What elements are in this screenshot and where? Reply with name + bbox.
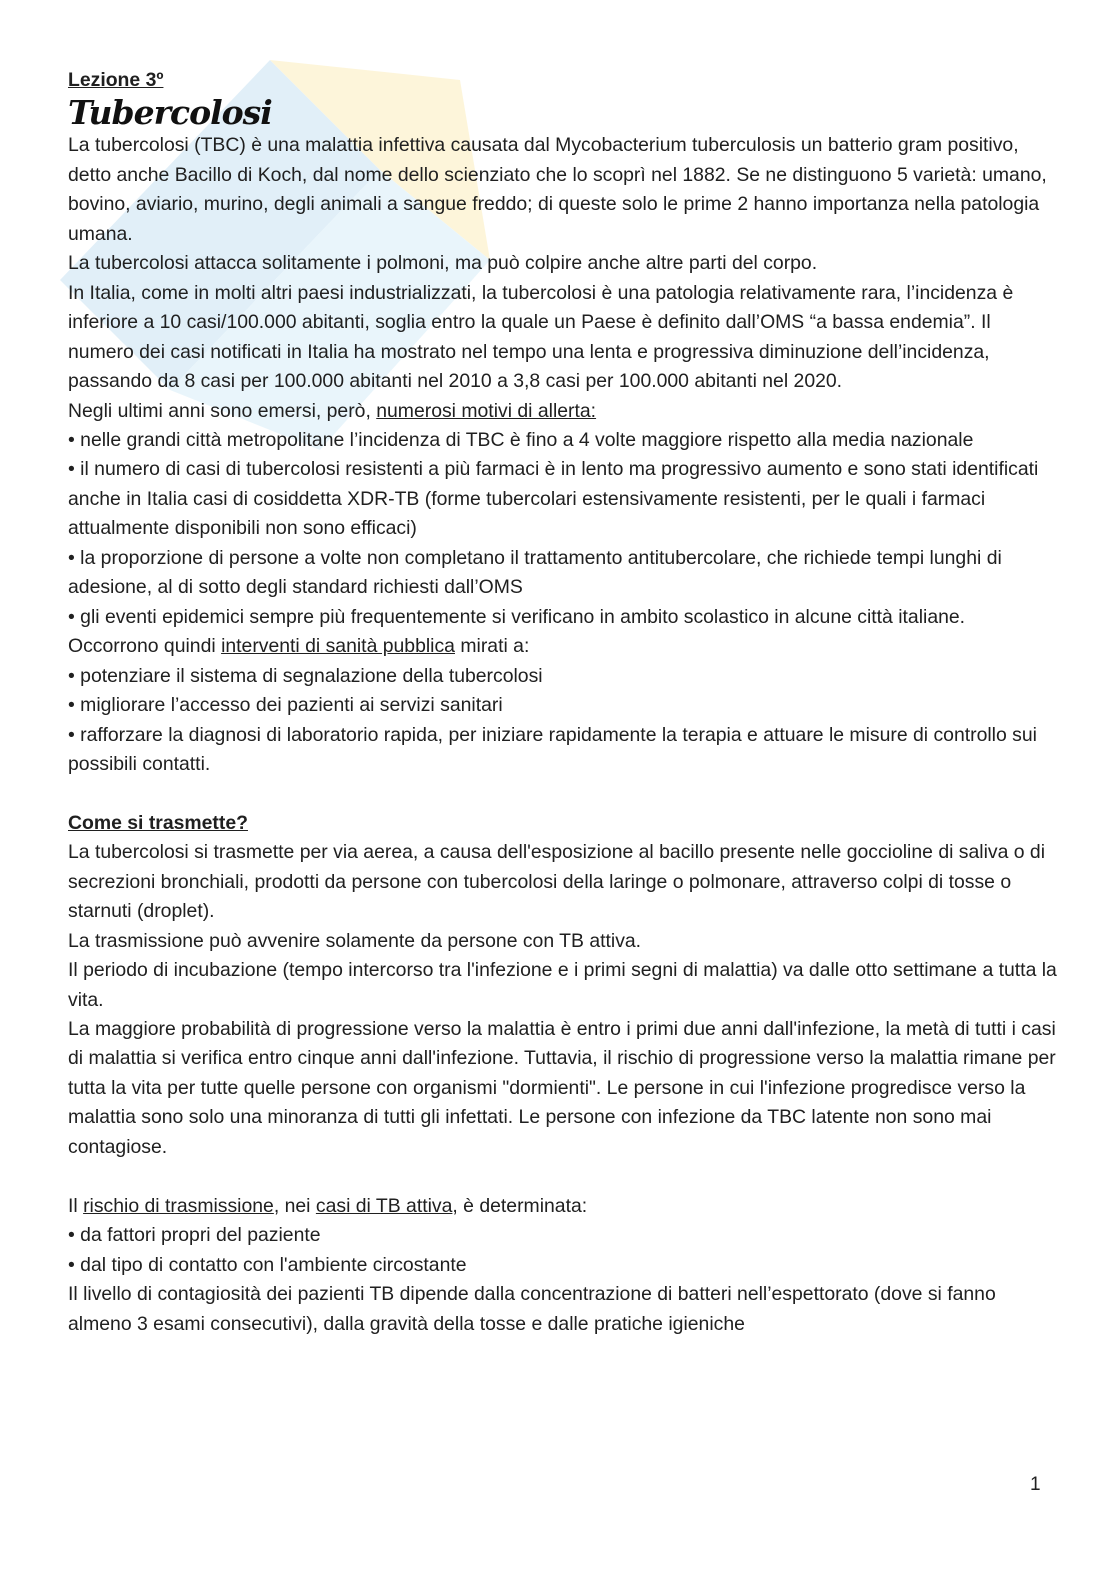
intervention-item-2: • migliorare l’accesso dei pazienti ai servizi sanitari [68, 694, 503, 717]
document-body [68, 66, 1058, 1339]
alert-item-4: • gli eventi epidemici sempre più frequentemente si verificano in ambito scolastico in alcune città italiane. [68, 605, 966, 628]
risk-intro [68, 1192, 1058, 1221]
alert-prefix: Negli ultimi anni sono emersi, però, [68, 399, 377, 422]
interventions-underlined: interventi di sanità pubblica [221, 635, 455, 658]
alert-intro [68, 397, 1058, 426]
intro-paragraph-1: La tubercolosi (TBC) è una malattia infettiva causata dal Mycobacterium tuberculosis un batterio gram positivo, detto anche Bacillo di Koch, dal nome dello scienziato che lo scoprì nel 1882. Se ne distinguono 5 varietà: umano, bovino, aviario, murino, degli animali a sangue freddo; di queste solo le prime 2 hanno importanza nella patologia umana. [68, 134, 1047, 245]
alert-item-2: • il numero di casi di tubercolosi resistenti a più farmaci è in lento ma progressivo aumento e sono stati identificati anche in Italia casi di cosiddetta XDR-TB (forme tubercolari estensivamente resistenti, per le quali i farmaci attualmente disponibili non sono efficaci) [68, 458, 1039, 540]
risk-underlined-2: casi di TB attiva [315, 1194, 453, 1217]
alert-item-1: • nelle grandi città metropolitane l’incidenza di TBC è fino a 4 volte maggiore rispetto alla media nazionale [68, 428, 974, 451]
risk-underlined-1: rischio di trasmissione [83, 1194, 274, 1217]
spacer [68, 1162, 1058, 1191]
transmission-paragraph-4: La maggiore probabilità di progressione verso la malattia è entro i primi due anni dall'infezione, la metà di tutti i casi di malattia si verifica entro cinque anni dall'infezione. Tuttavia, il rischio di progressione verso la malattia rimane per tutta la vita per tutte quelle persone con organismi "dormienti". Le persone in cui l'infezione progredisce verso la malattia sono solo una minoranza di tutti gli infettati. Le persone con infezione da TBC latente non sono mai contagiose. [68, 1018, 1056, 1158]
page-title: Tubercolosi [68, 93, 272, 133]
risk-item-1: • da fattori propri del paziente [68, 1224, 321, 1247]
intervention-item-1: • potenziare il sistema di segnalazione della tubercolosi [68, 664, 543, 687]
interventions-prefix: Occorrono quindi [68, 635, 222, 658]
intro-paragraph-3: In Italia, come in molti altri paesi industrializzati, la tubercolosi è una patologia relativamente rara, l’incidenza è inferiore a 10 casi/100.000 abitanti, soglia entro la quale un Paese è definito dall’OMS “a bassa endemia”. Il numero dei casi notificati in Italia ha mostrato nel tempo una lenta e progressiva diminuzione dell’incidenza, passando da 8 casi per 100.000 abitanti nel 2010 a 3,8 casi per 100.000 abitanti nel 2020. [68, 281, 1014, 393]
interventions-intro [68, 632, 1058, 661]
risk-suffix: , è determinata: [452, 1194, 588, 1217]
transmission-paragraph-2: La trasmissione può avvenire solamente da persone con TB attiva. [68, 929, 642, 952]
page-number: 1 [1030, 1474, 1041, 1495]
section-heading-transmission: Come si trasmette? [68, 811, 248, 834]
interventions-suffix: mirati a: [454, 635, 530, 658]
intervention-item-3: • rafforzare la diagnosi di laboratorio rapida, per iniziare rapidamente la terapia e attuare le misure di controllo sui possibili contatti. [68, 723, 1037, 775]
risk-prefix: Il [68, 1194, 84, 1217]
transmission-paragraph-1: La tubercolosi si trasmette per via aerea, a causa dell'esposizione al bacillo presente nelle goccioline di saliva o di secrezioni bronchiali, prodotti da persone con tubercolosi della laringe o polmonare, attraverso colpi di tosse o starnuti (droplet). [68, 841, 1046, 923]
alert-item-3: • la proporzione di persone a volte non completano il trattamento antitubercolare, che richiede tempi lunghi di adesione, al di sotto degli standard richiesti dall’OMS [68, 546, 1002, 599]
risk-item-2: • dal tipo di contatto con l'ambiente circostante [68, 1253, 467, 1276]
alert-underlined: numerosi motivi di allerta: [376, 399, 597, 422]
risk-mid: , nei [273, 1194, 316, 1217]
transmission-paragraph-3: Il periodo di incubazione (tempo intercorso tra l'infezione e i primi segni di malattia) va dalle otto settimane a tutta la vita. [68, 959, 1057, 1011]
lesson-label: Lezione 3º [68, 69, 164, 91]
spacer [68, 779, 1058, 808]
transmission-paragraph-5: Il livello di contagiosità dei pazienti TB dipende dalla concentrazione di batteri nell’espettorato (dove si fanno almeno 3 esami consecutivi), dalla gravità della tosse e dalle pratiche igieniche [68, 1283, 996, 1335]
intro-paragraph-2: La tubercolosi attacca solitamente i polmoni, ma può colpire anche altre parti del corpo. [68, 252, 818, 275]
